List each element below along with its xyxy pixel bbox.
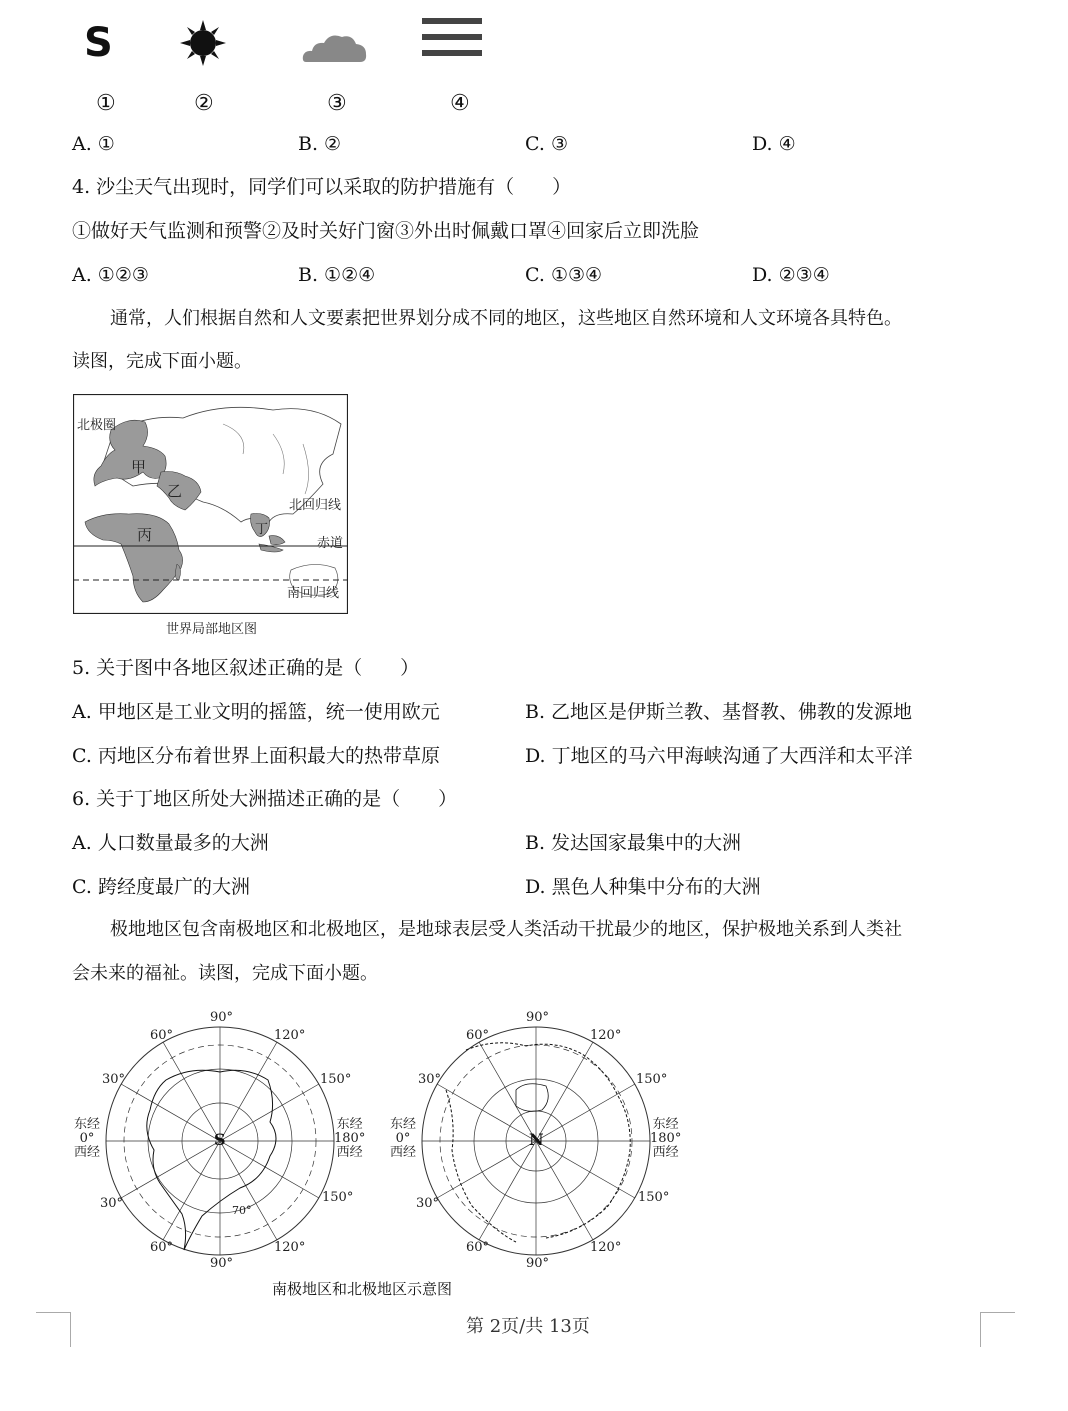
label-bing: 丙: [137, 526, 153, 544]
south-lon-bottom: 90°: [210, 1256, 234, 1271]
north-lon-ur: 150°: [636, 1072, 668, 1087]
q5-option-c: C. 丙地区分布着世界上面积最大的热带草原: [72, 745, 440, 767]
symbol-label-3: ③: [327, 91, 347, 116]
q6-option-d: D. 黑色人种集中分布的大洲: [525, 876, 761, 898]
north-right-180: 180°: [650, 1131, 682, 1146]
page-corner-left: [36, 1312, 71, 1347]
south-lon-tl: 60°: [150, 1028, 174, 1043]
south-right-east: 东经: [336, 1117, 363, 1132]
south-lon-top: 90°: [210, 1010, 234, 1025]
sandstorm-symbol: S: [84, 20, 113, 66]
q5-option-b: B. 乙地区是伊斯兰教、基督教、佛教的发源地: [525, 701, 913, 723]
south-lat-70: 70°: [232, 1204, 252, 1217]
q6-stem: 6. 关于丁地区所处大洲描述正确的是（ ）: [72, 788, 458, 810]
q6-option-b: B. 发达国家最集中的大洲: [525, 832, 742, 854]
south-pole-center-label: S: [214, 1130, 226, 1149]
q6-option-c: C. 跨经度最广的大洲: [72, 876, 250, 898]
page-number: 第 2页/共 13页: [466, 1316, 590, 1337]
q3-option-a: A. ①: [72, 133, 115, 155]
haze-icon: [420, 14, 484, 62]
south-lon-lr: 150°: [322, 1190, 354, 1205]
symbol-label-1: ①: [96, 91, 116, 116]
label-equator: 赤道: [317, 536, 344, 551]
south-right-180: 180°: [334, 1131, 366, 1146]
passage1-line2: 读图，完成下面小题。: [72, 351, 252, 372]
north-polar-map: [386, 1010, 686, 1272]
label-ding: 丁: [255, 522, 269, 537]
q3-option-b: B. ②: [298, 133, 342, 155]
south-lon-tr: 120°: [274, 1028, 306, 1043]
passage1-line1: 通常，人们根据自然和人文要素把世界划分成不同的地区，这些地区自然环境和人文环境各具特色。: [110, 308, 902, 329]
polar-maps-caption: 南极地区和北极地区示意图: [272, 1280, 453, 1298]
south-left-west: 西经: [74, 1145, 101, 1160]
north-lon-left: [390, 1118, 416, 1160]
label-tropic-capricorn: 南回归线: [287, 586, 340, 601]
south-lon-left: [74, 1118, 100, 1160]
north-lon-bottom: 90°: [526, 1256, 550, 1271]
q4-option-d: D. ②③④: [752, 264, 830, 286]
north-lon-tr: 120°: [590, 1028, 622, 1043]
passage2-line1: 极地地区包含南极地区和北极地区，是地球表层受人类活动干扰最少的地区，保护极地关系到人类社: [110, 919, 902, 940]
north-left-west: 西经: [390, 1145, 417, 1160]
south-left-east: 东经: [74, 1117, 101, 1132]
north-left-east: 东经: [390, 1117, 417, 1132]
world-region-map: [73, 394, 348, 614]
south-lon-bl: 60°: [150, 1240, 174, 1255]
passage2-line2: 会未来的福祉。读图，完成下面小题。: [72, 963, 378, 984]
q4-items: ①做好天气监测和预警②及时关好门窗③外出时佩戴口罩④回家后立即洗脸: [72, 220, 700, 242]
north-pole-center-label: N: [529, 1130, 544, 1149]
q3-option-c: C. ③: [525, 133, 568, 155]
label-jia: 甲: [131, 458, 147, 476]
north-lon-top: 90°: [526, 1010, 550, 1025]
south-polar-map: [70, 1010, 370, 1272]
label-yi: 乙: [167, 482, 183, 500]
q3-option-d: D. ④: [752, 133, 796, 155]
north-lon-right: [650, 1118, 681, 1160]
world-map-caption: 世界局部地区图: [166, 622, 258, 637]
north-lon-ul: 30°: [418, 1072, 442, 1087]
north-right-east: 东经: [652, 1117, 679, 1132]
north-left-zero: 0°: [395, 1131, 411, 1146]
page-corner-right: [980, 1312, 1015, 1347]
q4-option-b: B. ①②④: [298, 264, 376, 286]
sun-icon: [178, 18, 228, 68]
south-right-west: 西经: [336, 1145, 363, 1160]
north-lon-ll: 30°: [416, 1196, 440, 1211]
cloud-icon: [300, 28, 370, 68]
label-arctic-circle: 北极圈: [77, 418, 117, 433]
q5-stem: 5. 关于图中各地区叙述正确的是（ ）: [72, 657, 420, 679]
north-right-west: 西经: [652, 1145, 679, 1160]
label-tropic-cancer: 北回归线: [289, 498, 342, 513]
north-lon-br: 120°: [590, 1240, 622, 1255]
south-lon-br: 120°: [274, 1240, 306, 1255]
q4-option-a: A. ①②③: [72, 264, 149, 286]
north-lon-bl: 60°: [466, 1240, 490, 1255]
north-lon-tl: 60°: [466, 1028, 490, 1043]
symbol-label-2: ②: [194, 91, 214, 116]
symbol-label-4: ④: [450, 91, 470, 116]
south-lon-ul: 30°: [102, 1072, 126, 1087]
q4-stem: 4. 沙尘天气出现时，同学们可以采取的防护措施有（ ）: [72, 176, 572, 198]
q5-option-a: A. 甲地区是工业文明的摇篮，统一使用欧元: [72, 701, 440, 723]
south-lon-ll: 30°: [100, 1196, 124, 1211]
q4-option-c: C. ①③④: [525, 264, 603, 286]
q6-option-a: A. 人口数量最多的大洲: [72, 832, 269, 854]
south-left-zero: 0°: [79, 1131, 95, 1146]
north-lon-lr: 150°: [638, 1190, 670, 1205]
south-lon-right: [334, 1118, 365, 1160]
q5-option-d: D. 丁地区的马六甲海峡沟通了大西洋和太平洋: [525, 745, 913, 767]
south-lon-ur: 150°: [320, 1072, 352, 1087]
weather-symbols: [70, 8, 530, 118]
